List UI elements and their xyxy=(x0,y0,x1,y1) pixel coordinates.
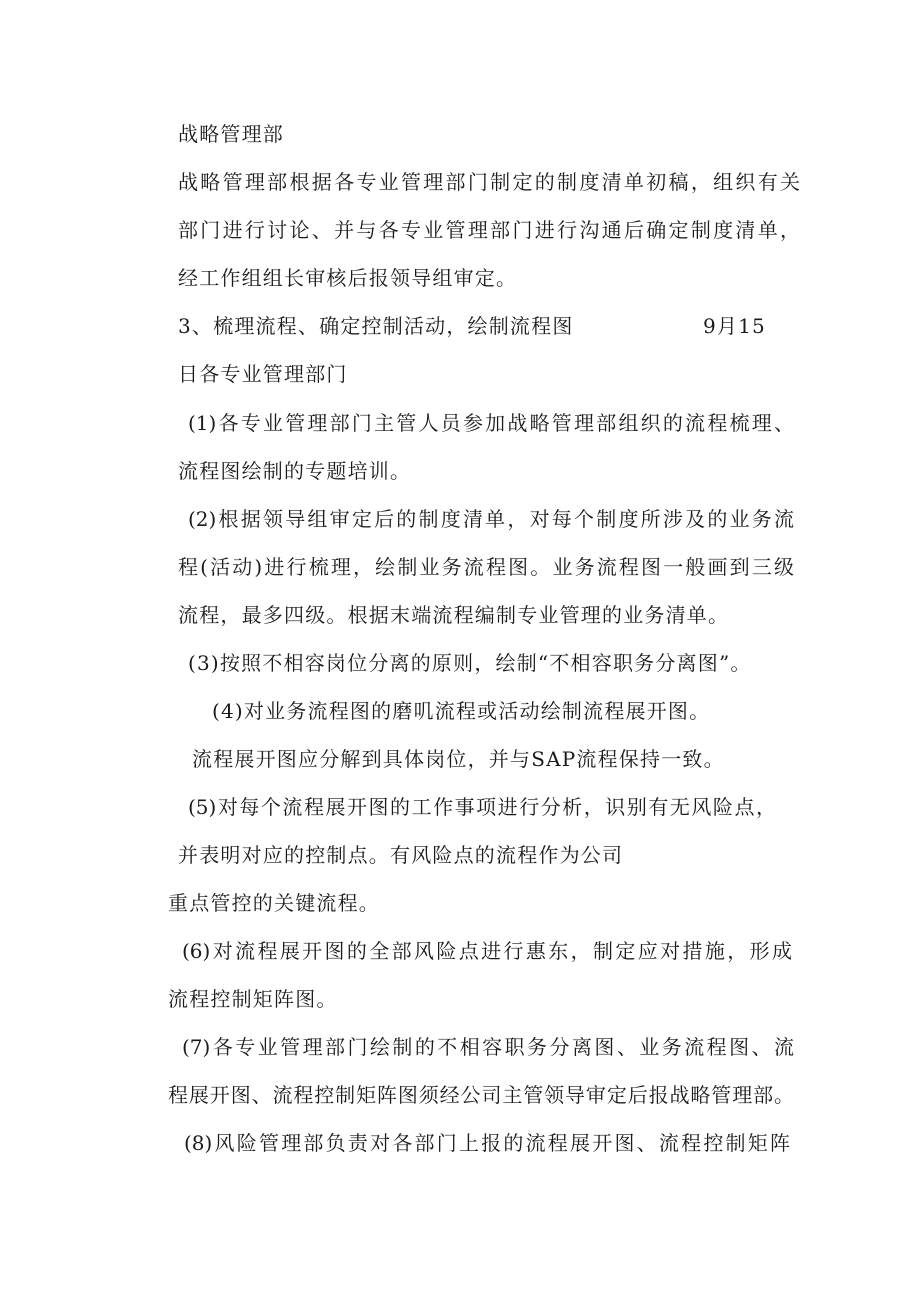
list-item-line: (7)各专业管理部门绘制的不相容职务分离图、业务流程图、流 xyxy=(182,1035,794,1059)
paragraph-line: 战略管理部根据各专业管理部门制定的制度清单初稿，组织有关 xyxy=(178,170,800,194)
list-item-line: 流程控制矩阵图。 xyxy=(168,987,338,1011)
list-item-line: 流程，最多四级。根据末端流程编制专业管理的业务清单。 xyxy=(178,603,730,627)
list-item-line: (3)按照不相容岗位分离的原则，绘制“不相容职务分离图”。 xyxy=(188,651,752,675)
section-heading: 3、梳理流程、确定控制活动，绘制流程图 xyxy=(178,314,574,338)
list-item-line: 并表明对应的控制点。有风险点的流程作为公司 xyxy=(178,843,624,867)
paragraph-line: 经工作组组长审核后报领导组审定。 xyxy=(178,266,518,290)
list-item-line: 程展开图、流程控制矩阵图须经公司主管领导审定后报战略管理部。 xyxy=(168,1083,794,1107)
paragraph-line: 部门进行讨论、并与各专业管理部门进行沟通后确定制度清单， xyxy=(178,218,800,242)
heading-strategy-dept: 战略管理部 xyxy=(178,122,284,146)
list-item-line: (5)对每个流程展开图的工作事项进行分析，识别有无风险点， xyxy=(188,795,776,819)
list-item-line: (2)根据领导组审定后的制度清单，对每个制度所涉及的业务流 xyxy=(188,507,794,531)
list-item-line: (6)对流程展开图的全部风险点进行惠东，制定应对措施，形成 xyxy=(182,939,792,963)
section-date: 9月15 xyxy=(703,314,766,338)
list-item-line: (8)风险管理部负责对各部门上报的流程展开图、流程控制矩阵 xyxy=(184,1131,790,1155)
list-item-line: (1)各专业管理部门主管人员参加战略管理部组织的流程梳理、 xyxy=(188,411,794,435)
list-item-line: 流程图绘制的专题培训。 xyxy=(178,459,412,483)
list-item-line: (4)对业务流程图的磨叽流程或活动绘制流程展开图。 xyxy=(212,699,711,723)
list-item-line: 程(活动)进行梳理，绘制业务流程图。业务流程图一般画到三级 xyxy=(178,555,794,579)
list-item-line: 重点管控的关键流程。 xyxy=(168,891,380,915)
list-item-line: 流程展开图应分解到具体岗位，并与SAP流程保持一致。 xyxy=(192,747,725,771)
paragraph-line: 日各专业管理部门 xyxy=(178,362,348,386)
